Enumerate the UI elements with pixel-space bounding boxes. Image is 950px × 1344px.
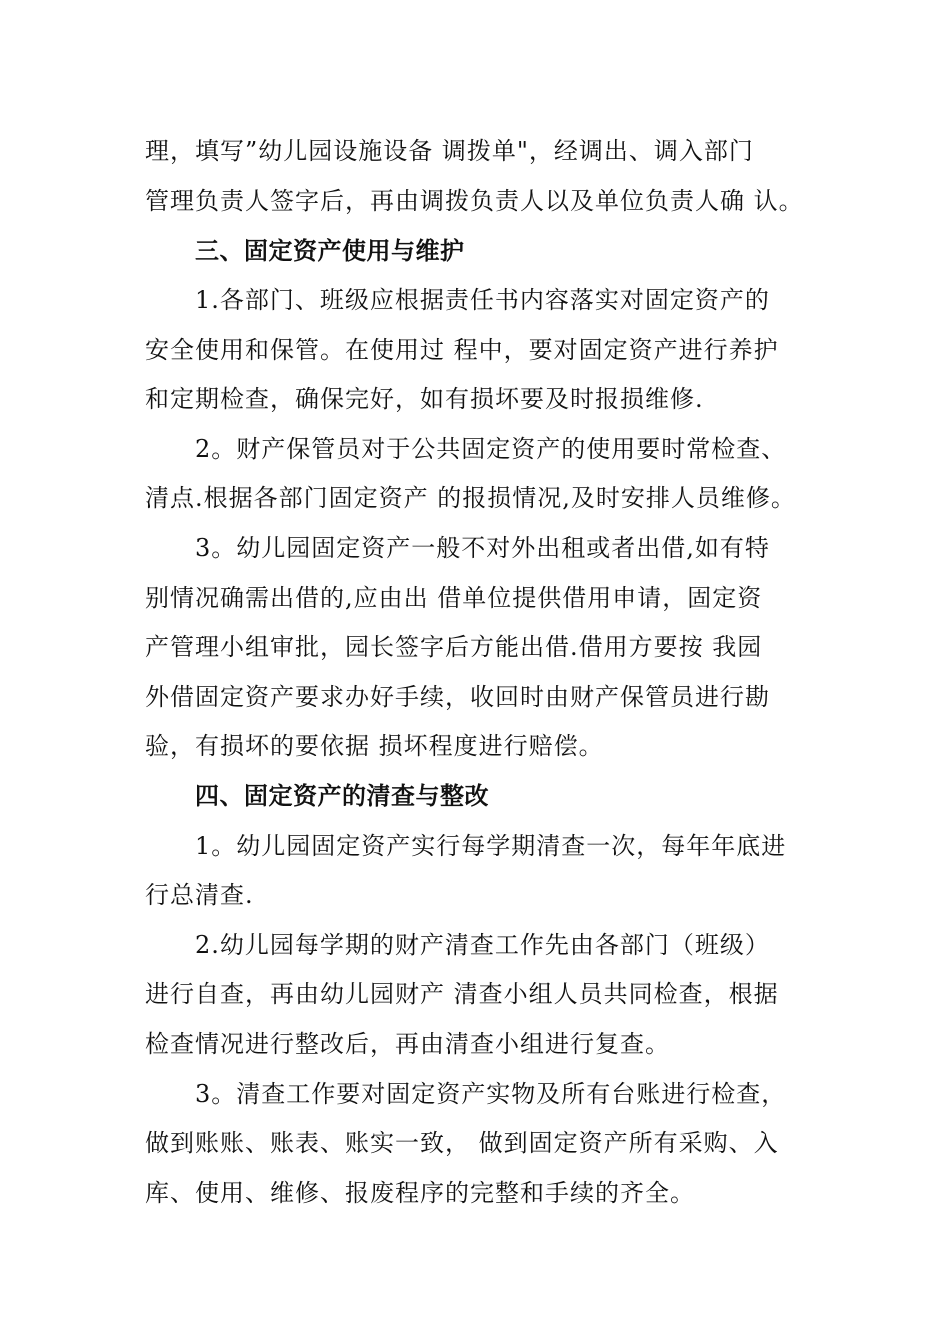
section-heading: 三、固定资产使用与维护 <box>195 237 465 265</box>
section-heading: 四、固定资产的清查与整改 <box>195 782 489 810</box>
text-line: 理，填写”幼儿园设施设备 调拨单"，经调出、调入部门 <box>145 137 754 165</box>
text-line: 和定期检查，确保完好，如有损坏要及时报损维修. <box>145 385 704 413</box>
text-line: 1.各部门、班级应根据责任书内容落实对固定资产的 <box>195 286 770 314</box>
text-line: 产管理小组审批，园长签字后方能出借.借用方要按 我园 <box>145 633 763 661</box>
text-line: 3。清查工作要对固定资产实物及所有台账进行检查， <box>195 1080 787 1108</box>
text-line: 管理负责人签字后，再由调拨负责人以及单位负责人确 认。 <box>145 187 804 215</box>
text-line: 库、使用、维修、报废程序的完整和手续的齐全。 <box>145 1179 695 1207</box>
text-line: 检查情况进行整改后，再由清查小组进行复查。 <box>145 1030 670 1058</box>
text-line: 清点.根据各部门固定资产 的报损情况,及时安排人员维修。 <box>145 484 796 512</box>
text-line: 2。财产保管员对于公共固定资产的使用要时常检查、 <box>195 435 787 463</box>
text-line: 行总清查. <box>145 881 254 909</box>
text-line: 做到账账、账表、账实一致， 做到固定资产所有采购、入 <box>145 1129 779 1157</box>
text-line: 进行自查，再由幼儿园财产 清查小组人员共同检查，根据 <box>145 980 779 1008</box>
text-line: 外借固定资产要求办好手续，收回时由财产保管员进行勘 <box>145 683 770 711</box>
text-line: 2.幼儿园每学期的财产清查工作先由各部门（班级） <box>195 931 770 959</box>
text-line: 安全使用和保管。在使用过 程中，要对固定资产进行养护 <box>145 336 779 364</box>
text-line: 验，有损坏的要依据 损坏程度进行赔偿。 <box>145 732 604 760</box>
text-line: 1。幼儿园固定资产实行每学期清查一次，每年年底进 <box>195 832 787 860</box>
text-line: 3。幼儿园固定资产一般不对外出租或者出借,如有特 <box>195 534 770 562</box>
text-line: 别情况确需出借的,应由出 借单位提供借用申请，固定资 <box>145 584 763 612</box>
